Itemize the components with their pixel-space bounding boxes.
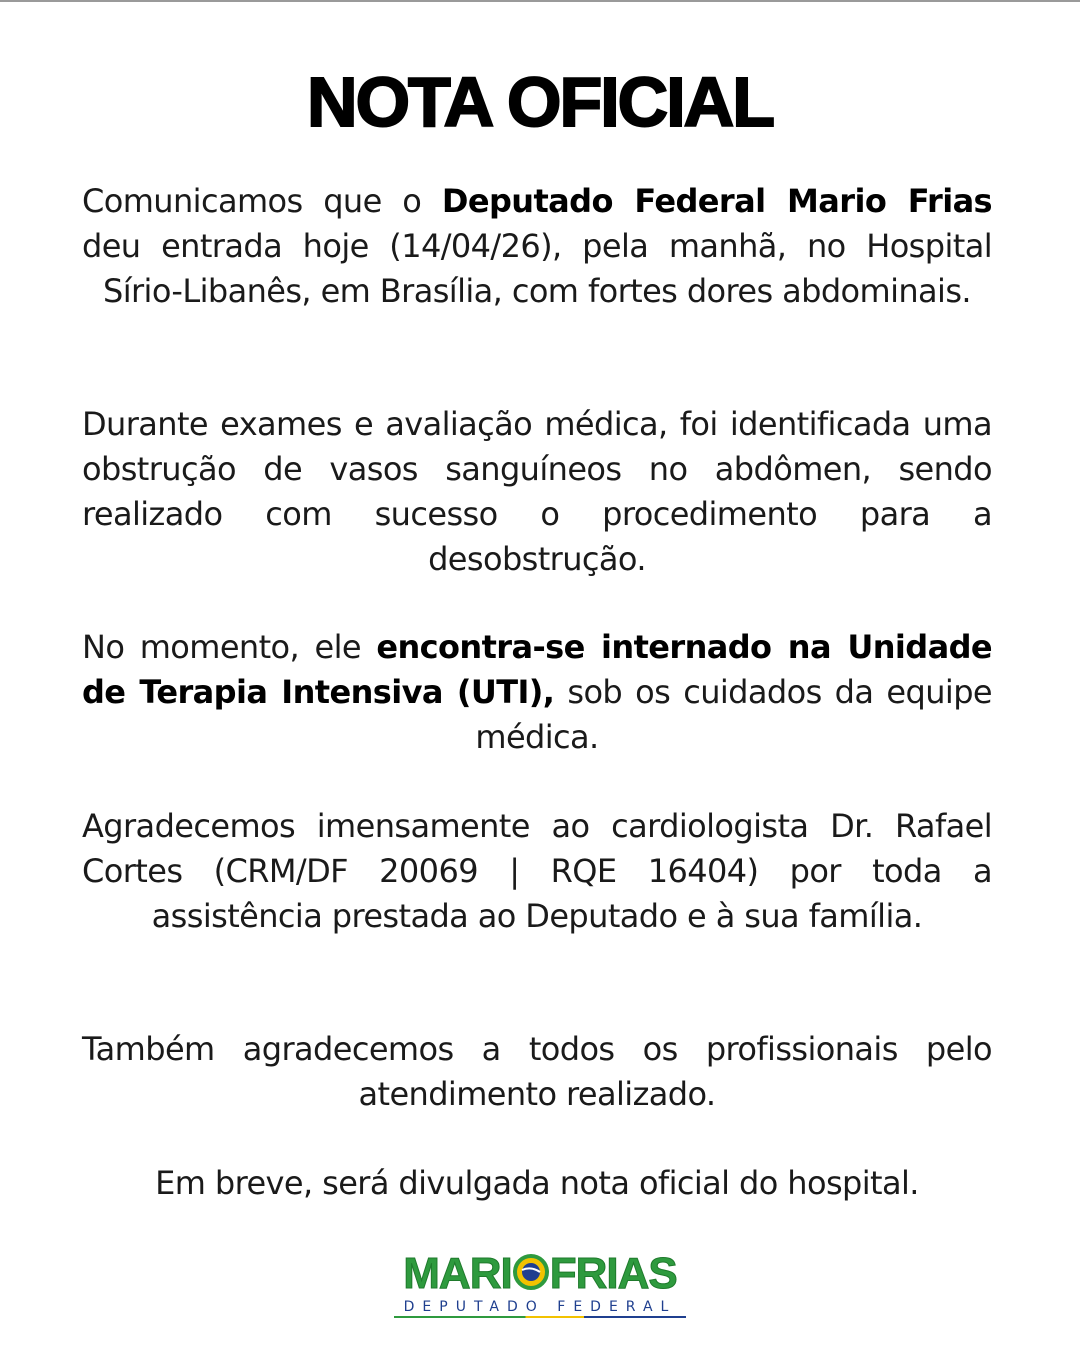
paragraph-admission [82, 179, 992, 314]
paragraph-text: sob os cuidados da equipe médica. [475, 673, 992, 756]
paragraph-thanks-doctor: Agradecemos imensamente ao cardiologista Dr. Rafael Cortes (CRM/DF 20069 | RQE 16404) por toda a assistência prestada ao Deputado e à sua família. [82, 807, 992, 935]
mario-frias-logo [380, 1242, 700, 1322]
paragraph-text: No momento, ele [82, 628, 377, 666]
logo-subtitle: DEPUTADO FEDERAL [403, 1299, 677, 1315]
paragraph-hospital-note: Em breve, será divulgada nota oficial do hospital. [155, 1164, 919, 1202]
logo-wordmark [380, 1242, 700, 1306]
top-divider [0, 0, 1080, 2]
page-title: NOTA OFICIAL [307, 63, 773, 141]
paragraph-procedure: Durante exames e avaliação médica, foi identificada uma obstrução de vasos sanguíneos no abdômen, sendo realizado com sucesso o procedimento para a desobstrução. [82, 405, 992, 578]
brazil-globe-icon [513, 1254, 549, 1290]
logo-name-part2: FRIAS [549, 1249, 677, 1298]
logo-name-part1: MARI [403, 1249, 512, 1298]
paragraph-bold-text: Deputado Federal Mario Frias [441, 182, 993, 220]
paragraph-bold-text: encontra-se internado na Unidade de Terapia Intensiva (UTI), [82, 628, 992, 711]
paragraph-thanks-staff: Também agradecemos a todos os profissionais pelo atendimento realizado. [82, 1030, 992, 1113]
paragraph-text: deu entrada hoje (14/04/26), pela manhã, no Hospital Sírio-Libanês, em Brasília, com fortes dores abdominais. [82, 227, 992, 310]
logo-underline [394, 1316, 686, 1318]
paragraph-status [82, 625, 992, 760]
paragraph-text: Comunicamos que o [82, 182, 442, 220]
